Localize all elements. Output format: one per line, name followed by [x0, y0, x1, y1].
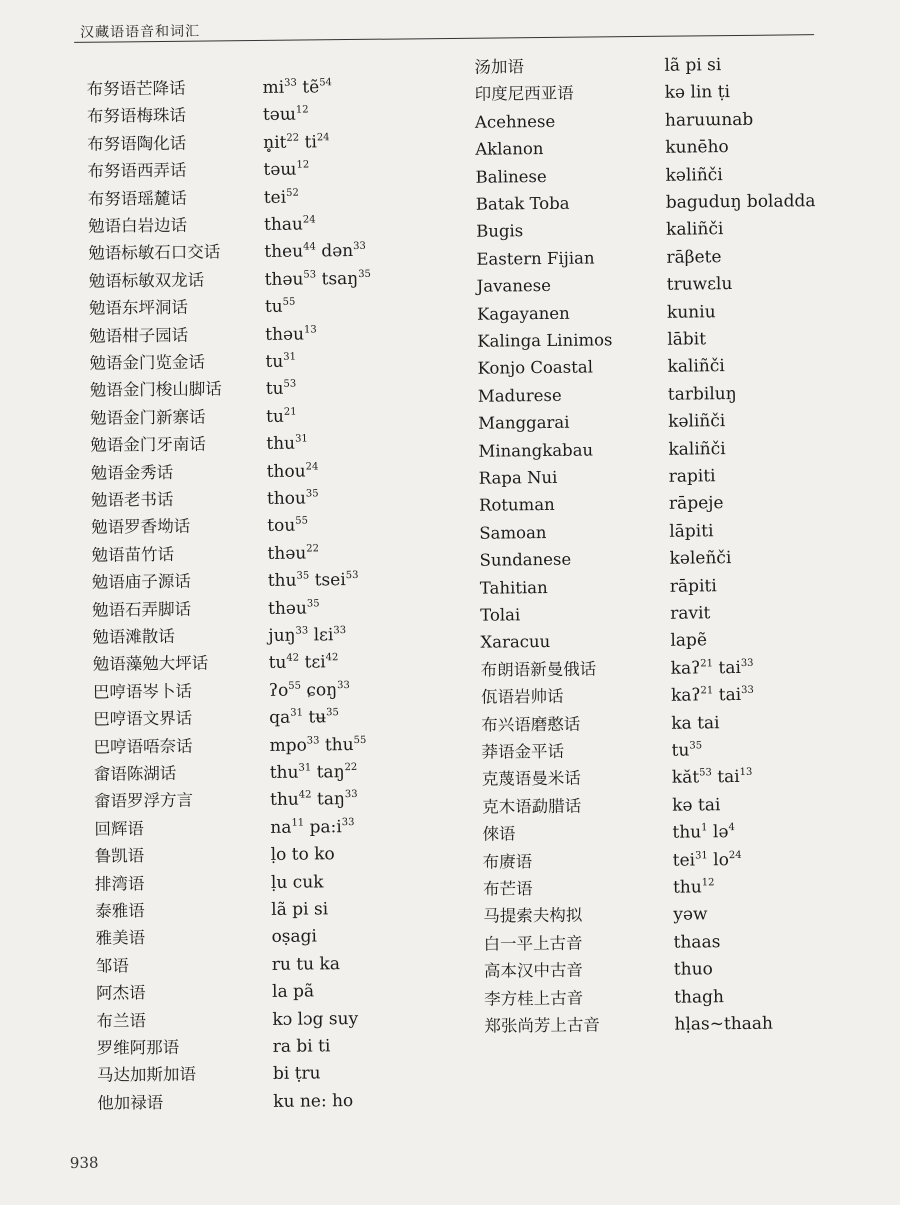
left-language-name-3: 布努语陶化话: [87, 133, 187, 154]
right-word-form-7: kaliñči: [666, 219, 724, 241]
right-language-name-18: Samoan: [479, 522, 547, 543]
left-language-name-36: 罗维阿那语: [96, 1037, 180, 1058]
left-language-name-10: 勉语柑子园话: [89, 325, 189, 346]
left-word-form-12: $tu^{53}$: [265, 378, 297, 400]
right-word-form-11: lābit: [667, 329, 707, 350]
left-word-form-30: ḷu cuk: [270, 871, 324, 893]
left-language-name-19: 勉语庙子源话: [91, 571, 191, 592]
left-language-name-15: 勉语金秀话: [90, 462, 174, 483]
left-word-form-19: thu$^{35}$ tsei$^{53}$: [267, 570, 359, 592]
right-word-form-6: baguduŋ boladda: [665, 191, 816, 213]
left-language-name-12: 勉语金门梭山脚话: [89, 379, 222, 401]
right-word-form-13: tarbiluŋ: [667, 383, 737, 405]
right-language-name-13: Madurese: [477, 385, 562, 406]
right-language-name-22: Xaracuu: [480, 632, 551, 653]
left-language-name-32: 雅美语: [95, 928, 146, 949]
left-language-name-25: 巴哼语唔奈话: [93, 736, 193, 757]
right-word-form-27: kăt$^{53}$ tai$^{13}$: [671, 767, 753, 789]
right-language-name-6: Batak Toba: [475, 193, 570, 214]
right-language-name-8: Eastern Fijian: [476, 248, 595, 269]
right-language-name-35: 李方桂上古音: [484, 988, 584, 1009]
right-language-name-5: Balinese: [475, 166, 547, 187]
right-language-name-9: Javanese: [476, 276, 552, 296]
right-language-name-10: Kagayanen: [476, 303, 570, 324]
right-language-name-32: 马提索夫构拟: [483, 906, 583, 927]
right-word-form-1: lã pi si: [664, 55, 722, 76]
left-language-name-2: 布努语梅珠话: [86, 106, 187, 127]
left-word-form-25: mpo$^{33}$ thu$^{55}$: [269, 734, 367, 756]
left-language-name-27: 畲语罗浮方言: [93, 791, 194, 812]
left-word-form-29: ḷo to ko: [270, 844, 335, 866]
right-language-name-34: 高本汉中古音: [483, 960, 583, 981]
right-word-form-28: kə tai: [672, 794, 721, 816]
right-word-form-3: haruɯnab: [664, 109, 754, 131]
left-language-name-13: 勉语金门新寨话: [89, 407, 206, 428]
right-word-form-35: thagh: [674, 986, 725, 1008]
right-word-form-32: yəw: [673, 904, 708, 926]
left-language-name-7: 勉语标敏石口交话: [88, 242, 221, 264]
left-word-form-9: $tu^{55}$: [264, 296, 296, 318]
right-language-name-16: Rapa Nui: [478, 467, 558, 488]
right-word-form-14: kəliñči: [668, 411, 726, 432]
left-word-form-26: thu$^{31}$ taŋ$^{22}$: [269, 761, 358, 783]
left-language-name-24: 巴哼语文界话: [93, 708, 193, 729]
left-language-name-34: 阿杰语: [96, 983, 146, 1003]
running-head: 汉藏语语音和词汇: [79, 23, 201, 41]
left-word-form-38: ku ne: ho: [273, 1090, 354, 1112]
left-language-name-33: 邹语: [95, 956, 129, 976]
left-language-name-11: 勉语金门览金话: [89, 352, 206, 373]
left-word-form-4: təɯ$^{12}$: [263, 159, 310, 181]
left-language-name-4: 布努语西弄话: [87, 160, 187, 181]
left-word-form-33: ru tu ka: [271, 953, 341, 975]
left-word-form-18: thəu$^{22}$: [267, 543, 320, 564]
left-word-form-20: thəu$^{35}$: [267, 597, 320, 619]
left-word-form-6: thau$^{24}$: [263, 214, 316, 235]
right-language-name-23: 布朗语新曼俄话: [480, 659, 597, 680]
right-language-name-3: Acehnese: [474, 111, 556, 132]
right-language-name-31: 布芒语: [482, 879, 533, 899]
left-word-form-22: $tu^{42}$ tɛi$^{42}$: [268, 652, 339, 674]
right-word-form-17: rāpeje: [668, 493, 724, 515]
left-word-form-16: thou$^{35}$: [266, 488, 319, 509]
left-language-name-23: 巴哼语岑卜话: [92, 681, 193, 702]
left-word-form-34: la pã: [271, 981, 315, 1003]
right-language-name-11: Kalinga Linimos: [477, 330, 613, 351]
right-language-name-25: 布兴语磨憨话: [481, 714, 581, 735]
right-language-name-7: Bugis: [476, 221, 524, 242]
left-word-form-7: theu$^{44}$ dən$^{33}$: [264, 241, 366, 263]
right-language-name-21: Tolai: [480, 605, 521, 625]
left-word-form-15: thou$^{24}$: [266, 460, 319, 482]
right-word-form-24: kaʔ$^{21}$ tai$^{33}$: [670, 685, 754, 706]
left-language-name-28: 回辉语: [94, 819, 144, 839]
left-word-form-2: təɯ$^{12}$: [262, 104, 309, 126]
left-language-name-1: 布努语芒降话: [86, 78, 186, 99]
left-language-name-26: 畲语陈湖话: [93, 763, 177, 784]
right-word-form-36: hḷas~thaah: [674, 1013, 774, 1035]
left-language-name-6: 勉语白岩边话: [87, 215, 188, 236]
right-language-name-24: 佤语岩帅话: [480, 687, 564, 707]
left-word-form-37: bi ṭru: [272, 1063, 321, 1085]
right-language-name-14: Manggarai: [478, 412, 570, 433]
right-language-name-30: 布赓语: [482, 851, 533, 872]
right-word-form-20: rāpiti: [669, 575, 717, 597]
page-number: 938: [69, 1153, 99, 1173]
left-word-form-14: thu$^{31}$: [266, 433, 308, 455]
right-word-form-18: lāpiti: [669, 521, 714, 542]
left-word-form-28: $na^{11}$ $pa:i^{33}$: [270, 816, 355, 838]
right-language-name-26: 莽语金平话: [481, 741, 565, 762]
right-language-name-19: Sundanese: [479, 549, 572, 570]
right-word-form-26: $tu^{35}$: [671, 740, 703, 761]
left-language-name-18: 勉语苗竹话: [91, 544, 175, 565]
left-language-name-5: 布努语瑶麓话: [87, 188, 187, 209]
left-language-name-17: 勉语罗香坳话: [91, 517, 191, 538]
right-word-form-25: ka tai: [671, 712, 720, 734]
left-word-form-5: tei$^{52}$: [263, 187, 299, 208]
right-word-form-15: kaliñči: [668, 438, 726, 460]
right-language-name-4: Aklanon: [475, 139, 544, 159]
right-language-name-1: 汤加语: [474, 57, 525, 77]
left-language-name-35: 布兰语: [96, 1010, 146, 1031]
right-word-form-23: kaʔ$^{21}$ tai$^{33}$: [670, 657, 754, 679]
left-language-name-9: 勉语东坪洞话: [88, 297, 189, 318]
left-word-form-13: $tu^{21}$: [265, 406, 297, 427]
right-word-form-16: rapiti: [668, 466, 716, 487]
right-language-name-15: Minangkabau: [478, 440, 594, 461]
left-word-form-11: $tu^{31}$: [265, 351, 297, 372]
left-word-form-36: ra bi ti: [272, 1036, 331, 1057]
right-language-name-2: 印度尼西亚语: [474, 84, 574, 105]
right-word-form-29: thu$^1$ lə$^4$: [672, 822, 735, 843]
left-language-name-16: 勉语老书话: [90, 489, 174, 510]
right-language-name-17: Rotuman: [478, 495, 555, 516]
left-word-form-23: ʔo$^{55}$ ɕoŋ$^{33}$: [268, 679, 350, 701]
right-language-name-27: 克蔑语曼米话: [481, 769, 581, 790]
right-word-form-33: thaas: [673, 931, 721, 953]
left-word-form-35: kɔ lɔg suy: [272, 1008, 359, 1030]
right-word-form-8: rāβete: [666, 246, 722, 268]
right-language-name-12: Konjo Coastal: [477, 357, 594, 379]
left-word-form-27: thu$^{42}$ taŋ$^{33}$: [269, 789, 358, 811]
right-word-form-22: lapẽ: [670, 630, 708, 652]
left-language-name-31: 泰雅语: [95, 901, 145, 921]
right-word-form-10: kuniu: [666, 301, 716, 323]
right-word-form-2: kə lin ṭi: [664, 82, 731, 104]
left-word-form-10: thəu$^{13}$: [265, 323, 317, 345]
left-language-name-29: 鲁凯语: [94, 846, 145, 866]
left-language-name-21: 勉语滩散话: [92, 626, 175, 647]
right-word-form-34: thuo: [673, 959, 713, 980]
left-language-name-14: 勉语金门牙南话: [90, 434, 206, 455]
left-word-form-32: oṣagi: [271, 926, 318, 948]
right-word-form-31: thu$^{12}$: [672, 877, 715, 898]
right-language-name-28: 克木语勐腊话: [482, 796, 582, 817]
left-word-form-3: $n̥it^{22}$ $ti^{24}$: [263, 132, 330, 153]
right-word-form-5: kəliñči: [665, 164, 723, 186]
left-language-name-30: 排湾语: [94, 873, 145, 894]
right-language-name-29: 倈语: [482, 824, 516, 844]
right-language-name-36: 郑张尚芳上古音: [484, 1015, 601, 1036]
right-word-form-12: kaliñči: [667, 356, 725, 378]
right-word-form-4: kunēho: [665, 137, 729, 158]
left-word-form-8: thəu$^{53}$ tsaŋ$^{35}$: [264, 268, 371, 290]
right-word-form-30: tei$^{31}$ $lo^{24}$: [672, 849, 742, 871]
left-language-name-37: 马达加斯加语: [96, 1065, 197, 1086]
left-word-form-1: $mi^{33}$ tẽ$^{54}$: [262, 77, 332, 98]
right-language-name-20: Tahitian: [479, 577, 548, 598]
left-word-form-24: $qa^{31}$ tʉ$^{35}$: [269, 707, 339, 729]
left-word-form-31: lã pi si: [271, 899, 329, 920]
left-word-form-17: tou$^{55}$: [267, 515, 308, 537]
left-language-name-38: 他加禄语: [97, 1092, 164, 1113]
right-word-form-21: ravit: [670, 603, 711, 624]
left-word-form-21: juŋ$^{33}$ lɛi$^{33}$: [268, 625, 347, 646]
right-word-form-9: truwɛlu: [666, 274, 733, 295]
left-language-name-22: 勉语藻勉大坪话: [92, 653, 209, 675]
left-language-name-8: 勉语标敏双龙话: [88, 270, 205, 291]
right-word-form-19: kəleñči: [669, 548, 732, 569]
left-language-name-20: 勉语石弄脚话: [91, 599, 192, 620]
right-language-name-33: 白一平上古音: [483, 933, 583, 954]
